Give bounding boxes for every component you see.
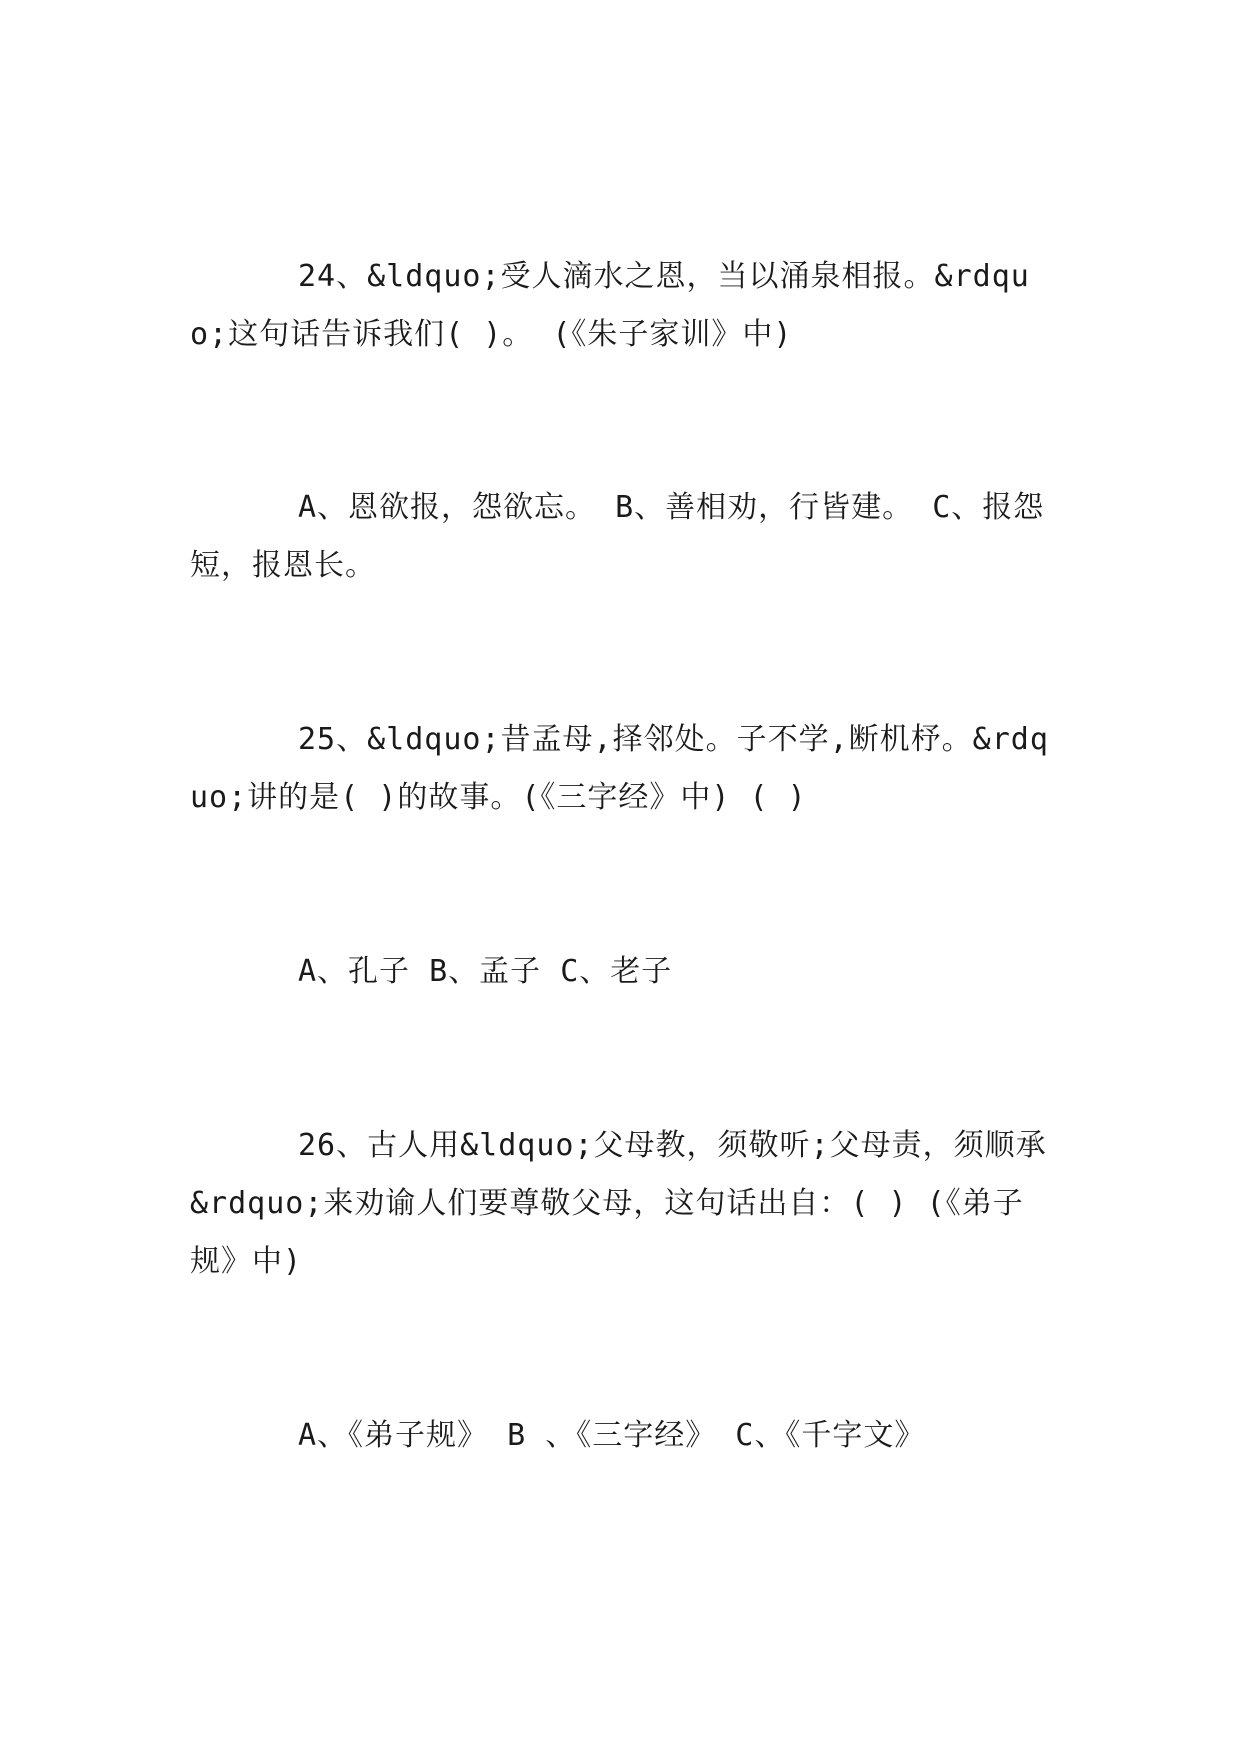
question-25-stem: 25、&ldquo;昔孟母,择邻处。子不学,断机杼。&rdquo;讲的是( )的故事。(《三字经》中) ( ) (190, 722, 1049, 815)
question-24-stem: 24、&ldquo;受人滴水之恩，当以涌泉相报。&rdquo;这句话告诉我们( )。 (《朱子家训》中) (190, 259, 1030, 352)
question-25-options: A、孔子 B、孟子 C、老子 (298, 954, 673, 989)
question-24-options: A、恩欲报，怨欲忘。 B、善相劝，行皆建。 C、报怨短，报恩长。 (190, 490, 1045, 583)
question-26-stem: 26、古人用&ldquo;父母教，须敬听;父母责，须顺承&rdquo;来劝谕人们要尊敬父母，这句话出自：( ) (《弟子规》中) (190, 1128, 1047, 1279)
question-26-options: A、《弟子规》 B 、《三字经》 C、《千字文》 (298, 1418, 926, 1453)
